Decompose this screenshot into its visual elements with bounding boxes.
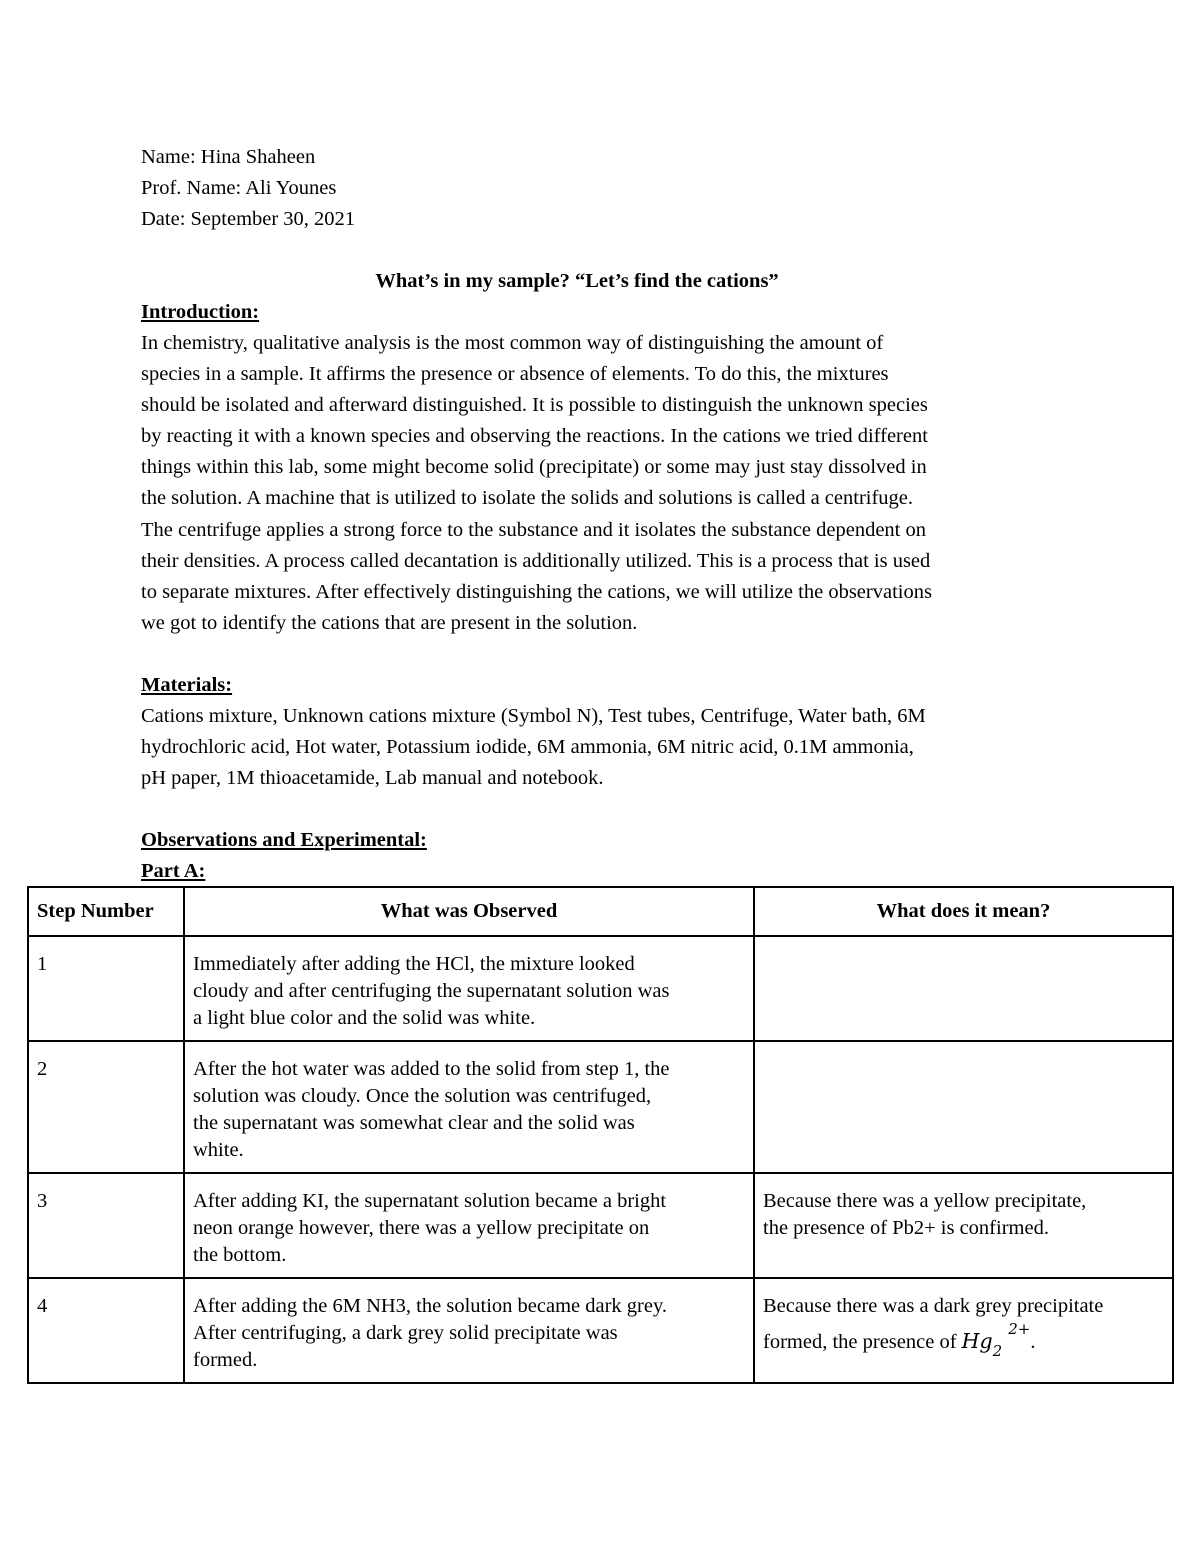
- introduction-line: we got to identify the cations that are present in the solution.: [141, 611, 638, 634]
- materials-line: pH paper, 1M thioacetamide, Lab manual and notebook.: [141, 767, 604, 790]
- observations-heading: Observations and Experimental:: [141, 829, 427, 851]
- header-step-number: Step Number: [28, 887, 184, 936]
- table-row: [28, 1278, 1173, 1383]
- observed-cell: [184, 1278, 754, 1383]
- observed-line: After adding the 6M NH3, the solution became dark grey.: [193, 1295, 668, 1317]
- materials-paragraph: [141, 701, 1061, 794]
- document-title: What’s in my sample? “Let’s find the cations”: [375, 270, 779, 292]
- introduction-line: their densities. A process called decantation is additionally utilized. This is a process that is used: [141, 549, 931, 572]
- materials-heading: Materials:: [141, 674, 233, 696]
- meaning-cell: [754, 936, 1173, 1041]
- formula-period: .: [1030, 1331, 1036, 1353]
- introduction-heading: Introduction:: [141, 301, 260, 323]
- materials-line: Cations mixture, Unknown cations mixture (Symbol N), Test tubes, Centrifuge, Water bath, 6M: [141, 705, 926, 727]
- observed-line: neon orange however, there was a yellow precipitate on: [193, 1217, 650, 1239]
- observed-line: white.: [193, 1139, 244, 1161]
- observed-line: Immediately after adding the HCl, the mixture looked: [193, 953, 635, 975]
- header-what-observed: What was Observed: [184, 887, 754, 936]
- introduction-line: the solution. A machine that is utilized to isolate the solids and solutions is called a centrifuge.: [141, 487, 914, 510]
- introduction-line: by reacting it with a known species and observing the reactions. In the cations we tried different: [141, 425, 928, 448]
- step-cell: 3: [28, 1173, 184, 1278]
- introduction-line: to separate mixtures. After effectively distinguishing the cations, we will utilize the observations: [141, 580, 932, 603]
- header-what-it-means: What does it mean?: [754, 887, 1173, 936]
- step-cell: 2: [28, 1041, 184, 1173]
- observed-cell: [184, 936, 754, 1041]
- mercury-ion-formula: [961, 1320, 1031, 1360]
- observations-table: [27, 886, 1174, 1384]
- formula-subscript: 2: [992, 1342, 1003, 1360]
- introduction-line: species in a sample. It affirms the presence or absence of elements. To do this, the mixtures: [141, 363, 889, 386]
- observed-line: After centrifuging, a dark grey solid precipitate was: [193, 1322, 618, 1344]
- introduction-paragraph: [141, 328, 1061, 639]
- table-header-row: [28, 887, 1173, 936]
- meaning-line: Because there was a yellow precipitate,: [763, 1190, 1087, 1212]
- table-row: [28, 936, 1173, 1041]
- observed-line: the bottom.: [193, 1244, 287, 1266]
- table-row: [28, 1041, 1173, 1173]
- formula-base: Hg: [961, 1329, 993, 1353]
- formula-superscript: 2+: [1008, 1320, 1031, 1338]
- meaning-cell: [754, 1278, 1173, 1383]
- meaning-line-with-formula: [763, 1320, 1164, 1360]
- observed-line: cloudy and after centrifuging the supernatant solution was: [193, 980, 670, 1002]
- step-cell: 1: [28, 936, 184, 1041]
- meaning-text: formed, the presence of: [763, 1331, 957, 1353]
- introduction-line: In chemistry, qualitative analysis is the most common way of distinguishing the amount of: [141, 332, 884, 354]
- report-date: Date: September 30, 2021: [141, 208, 356, 230]
- observed-cell: [184, 1173, 754, 1278]
- observed-line: a light blue color and the solid was white.: [193, 1007, 536, 1029]
- meaning-cell: [754, 1173, 1173, 1278]
- table-row: [28, 1173, 1173, 1278]
- meaning-line: the presence of Pb2+ is confirmed.: [763, 1217, 1049, 1239]
- observed-line: solution was cloudy. Once the solution was centrifuged,: [193, 1085, 652, 1107]
- observed-line: the supernatant was somewhat clear and the solid was: [193, 1112, 635, 1134]
- observed-line: After adding KI, the supernatant solution became a bright: [193, 1190, 667, 1212]
- meaning-cell: [754, 1041, 1173, 1173]
- observed-line: formed.: [193, 1349, 258, 1371]
- introduction-line: things within this lab, some might become solid (precipitate) or some may just stay dissolved in: [141, 456, 927, 479]
- introduction-line: The centrifuge applies a strong force to the substance and it isolates the substance dependent on: [141, 518, 927, 541]
- student-name: Name: Hina Shaheen: [141, 146, 316, 168]
- step-cell: 4: [28, 1278, 184, 1383]
- header-block: [141, 142, 355, 235]
- part-a-heading: Part A:: [141, 860, 206, 882]
- materials-line: hydrochloric acid, Hot water, Potassium iodide, 6M ammonia, 6M nitric acid, 0.1M ammonia,: [141, 736, 914, 759]
- professor-name: Prof. Name: Ali Younes: [141, 177, 337, 199]
- observed-line: After the hot water was added to the solid from step 1, the: [193, 1058, 670, 1080]
- introduction-line: should be isolated and afterward distinguished. It is possible to distinguish the unknown species: [141, 394, 928, 417]
- observed-cell: [184, 1041, 754, 1173]
- meaning-line: Because there was a dark grey precipitate: [763, 1295, 1104, 1317]
